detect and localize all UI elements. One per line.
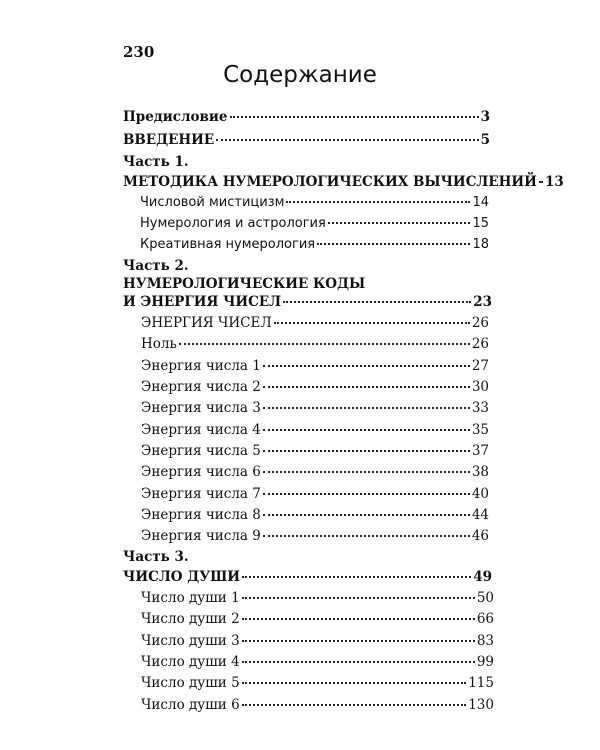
- toc-entry-label: Энергия числа 7: [141, 486, 261, 502]
- dot-leader: [263, 386, 470, 388]
- toc-entry-label: Энергия числа 5: [141, 443, 261, 459]
- toc-entry-label: Энергия числа 3: [141, 400, 261, 416]
- toc-entry-page: 18: [472, 237, 489, 252]
- toc-entry-label: Число души 3: [141, 633, 240, 649]
- toc-entry-label: Энергия числа 1: [141, 358, 261, 374]
- dot-leader: [263, 493, 470, 495]
- toc-entry-part2-item[interactable]: [141, 462, 489, 482]
- toc-entry-part3-item[interactable]: [141, 609, 494, 629]
- toc-entry-label: Нумерология и астрология: [140, 216, 326, 231]
- dot-leader: [263, 407, 470, 409]
- part-1-heading: Часть 1.: [123, 154, 189, 170]
- page-title: Содержание: [223, 62, 377, 88]
- toc-entry-page: 40: [471, 486, 489, 502]
- toc-entry-label: Число души 4: [141, 654, 240, 670]
- toc-entry-page: 15: [472, 216, 489, 231]
- toc-entry-label: Ноль: [141, 336, 177, 352]
- toc-entry-part2-item[interactable]: [141, 484, 489, 504]
- dot-leader: [263, 450, 470, 452]
- dot-leader: [242, 576, 471, 578]
- dot-leader: [242, 661, 475, 663]
- toc-entry-label: ВВЕДЕНИЕ: [123, 132, 215, 148]
- toc-entry-part1-item[interactable]: [140, 193, 489, 213]
- part-2-heading: Часть 2.: [123, 258, 189, 274]
- toc-entry-part2-item[interactable]: [141, 377, 489, 397]
- toc-entry-page: 14: [472, 195, 489, 210]
- dot-leader: [242, 682, 467, 684]
- toc-entry-label: И ЭНЕРГИЯ ЧИСЕЛ: [123, 294, 282, 310]
- toc-entry-label: Энергия числа 8: [141, 507, 261, 523]
- toc-entry-page: 49: [473, 569, 492, 585]
- part-2-title-line1: НУМЕРОЛОГИЧЕСКИЕ КОДЫ: [123, 276, 366, 292]
- toc-entry-part2-item[interactable]: [141, 420, 489, 440]
- toc-entry-part3-item[interactable]: [141, 588, 494, 608]
- part-3-heading: Часть 3.: [123, 549, 189, 565]
- toc-entry-label: Число души 2: [141, 611, 240, 627]
- dot-leader: [179, 343, 470, 345]
- dot-leader: [317, 243, 470, 245]
- toc-entry-label: Число души 6: [141, 697, 240, 713]
- toc-entry-page: 3: [480, 109, 490, 125]
- toc-entry-part1-item[interactable]: [140, 214, 489, 234]
- toc-entry-part2-item[interactable]: [141, 398, 489, 418]
- dot-leader: [242, 704, 467, 706]
- dot-leader: [263, 535, 470, 537]
- toc-entry-page: 23: [473, 294, 492, 310]
- toc-entry-label: Предисловие: [123, 109, 228, 125]
- toc-entry-part1-item[interactable]: [140, 235, 489, 255]
- toc-entry-label: ЭНЕРГИЯ ЧИСЕЛ: [141, 315, 272, 331]
- toc-entry-part3-item[interactable]: [141, 695, 494, 715]
- toc-entry-label: Число души 1: [141, 590, 240, 606]
- dot-leader: [274, 322, 470, 324]
- dot-leader: [286, 201, 470, 203]
- toc-entry-page: 13: [544, 174, 564, 190]
- toc-entry-page: 37: [471, 443, 489, 459]
- toc-entry-part1-title[interactable]: [123, 172, 564, 192]
- dot-leader: [242, 618, 475, 620]
- toc-entry-page: 50: [476, 590, 494, 606]
- toc-entry-part2-item[interactable]: [141, 441, 489, 461]
- toc-entry-page: 115: [468, 675, 494, 691]
- toc-entry-label: Число души 5: [141, 675, 240, 691]
- toc-entry-page: 30: [471, 379, 489, 395]
- toc-entry-page: 5: [480, 132, 490, 148]
- dot-leader: [216, 139, 478, 141]
- toc-entry-page: 66: [476, 611, 494, 627]
- toc-entry-part2-item[interactable]: [141, 334, 489, 354]
- toc-entry-part2-item[interactable]: [141, 505, 489, 525]
- dot-leader: [242, 640, 475, 642]
- toc-entry-label: Энергия числа 9: [141, 528, 261, 544]
- toc-entry-label: Энергия числа 6: [141, 464, 261, 480]
- dot-leader: [283, 301, 471, 303]
- toc-entry-label: Креативная нумерология: [140, 237, 316, 252]
- dot-leader: [539, 181, 543, 183]
- toc-entry-part3-item[interactable]: [141, 673, 494, 693]
- dot-leader: [230, 116, 479, 118]
- toc-entry-page: 46: [471, 528, 489, 544]
- toc-entry-part3-item[interactable]: [141, 631, 494, 651]
- toc-entry-label: МЕТОДИКА НУМЕРОЛОГИЧЕСКИХ ВЫЧИСЛЕНИЙ: [123, 174, 537, 190]
- toc-entry-intro[interactable]: [123, 130, 490, 150]
- toc-entry-page: 35: [471, 422, 489, 438]
- toc-entry-part2-item[interactable]: [141, 356, 489, 376]
- dot-leader: [328, 222, 471, 224]
- toc-entry-preface[interactable]: [123, 107, 490, 127]
- toc-entry-part2-title[interactable]: [123, 292, 492, 312]
- dot-leader: [263, 514, 470, 516]
- toc-entry-label: Энергия числа 2: [141, 379, 261, 395]
- toc-entry-page: 99: [476, 654, 494, 670]
- dot-leader: [263, 429, 470, 431]
- toc-entry-page: 130: [468, 697, 494, 713]
- toc-entry-label: ЧИСЛО ДУШИ: [123, 569, 241, 585]
- dot-leader: [242, 597, 475, 599]
- toc-entry-label: Числовой мистицизм: [140, 195, 285, 210]
- toc-entry-label: Энергия числа 4: [141, 422, 261, 438]
- toc-entry-page: 33: [471, 400, 489, 416]
- dot-leader: [263, 365, 470, 367]
- toc-entry-part2-item[interactable]: [141, 526, 489, 546]
- toc-entry-page: 27: [471, 358, 489, 374]
- toc-entry-page: 26: [471, 315, 489, 331]
- toc-entry-part3-title[interactable]: [123, 567, 492, 587]
- page-number: 230: [123, 43, 155, 61]
- toc-entry-part2-item[interactable]: [141, 313, 489, 333]
- toc-entry-page: 44: [471, 507, 489, 523]
- toc-entry-page: 26: [471, 336, 489, 352]
- toc-entry-part3-item[interactable]: [141, 652, 494, 672]
- dot-leader: [263, 471, 470, 473]
- toc-entry-page: 83: [476, 633, 494, 649]
- toc-entry-page: 38: [471, 464, 489, 480]
